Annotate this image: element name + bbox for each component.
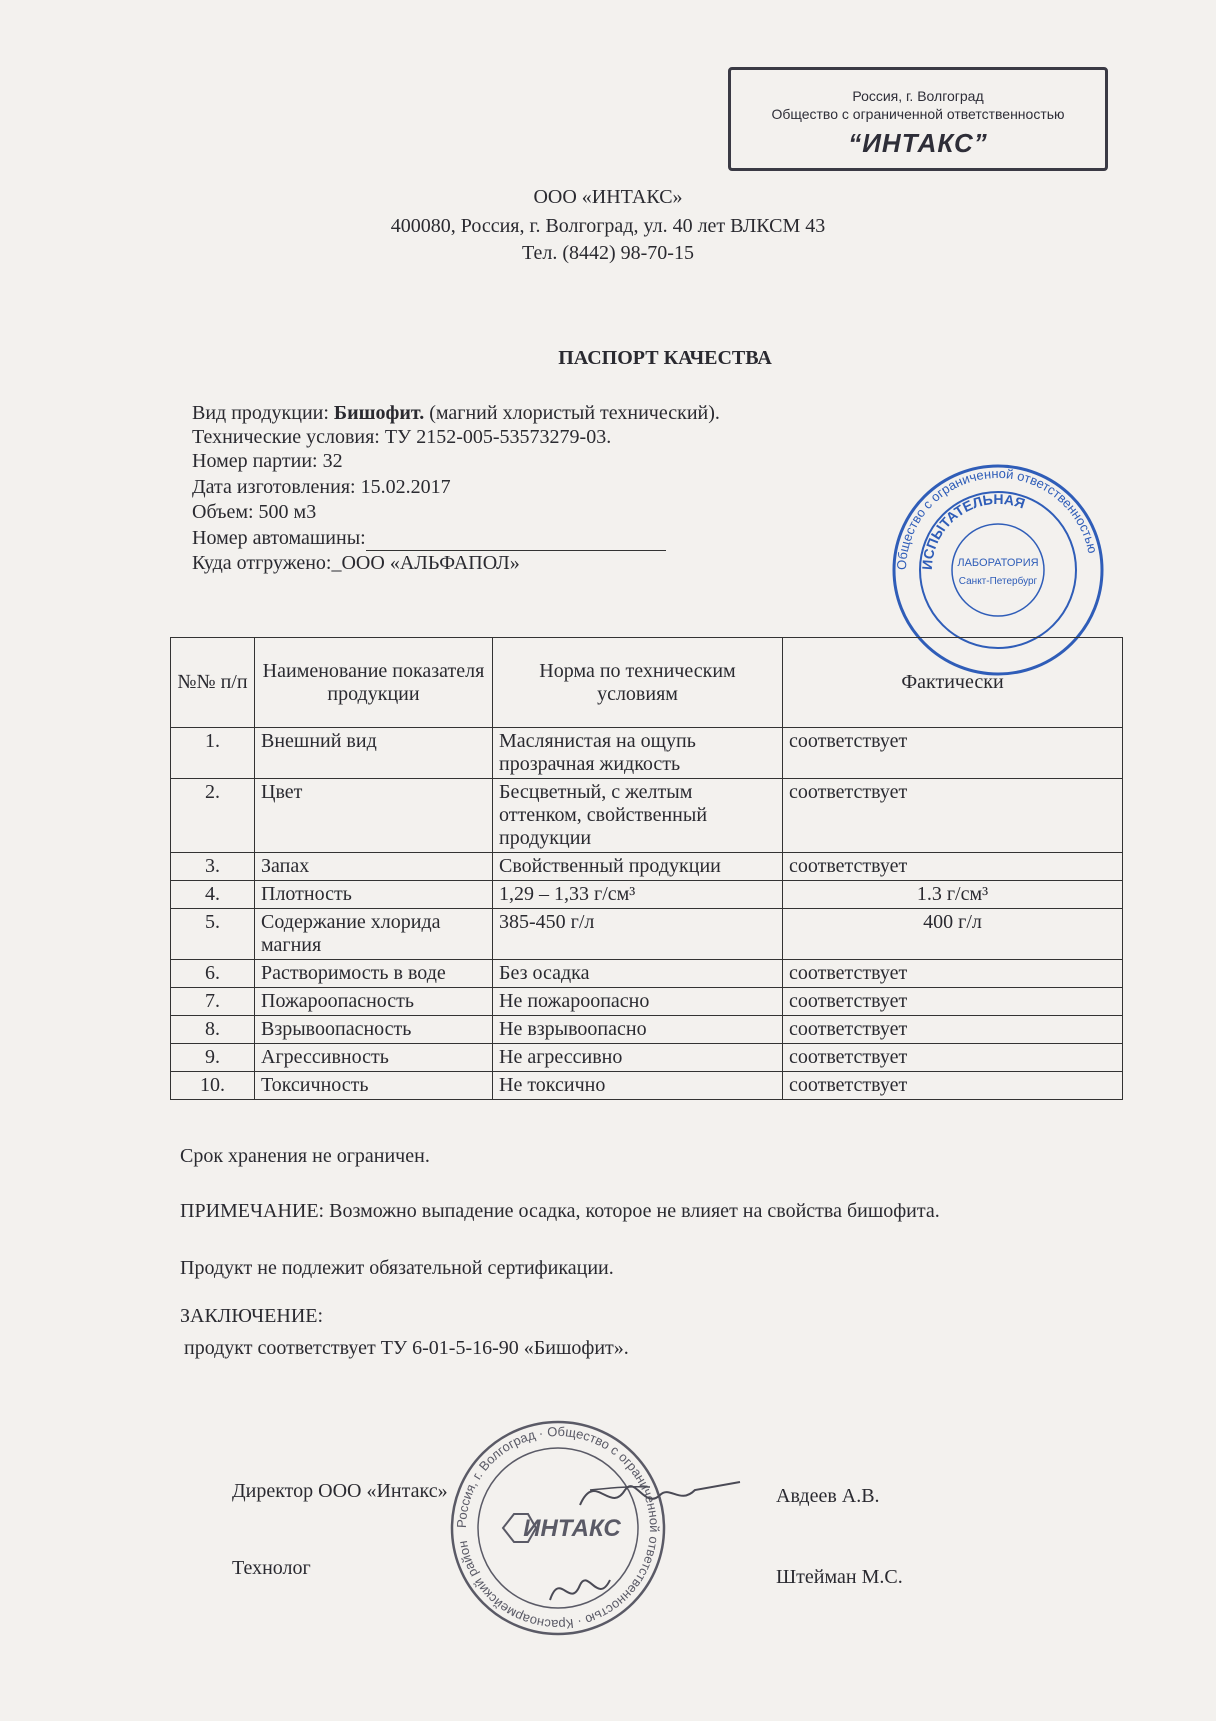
row-name: Пожароопасность: [255, 988, 493, 1016]
org-stamp-center-text: ИНТАКС: [523, 1515, 621, 1542]
row-name: Растворимость в воде: [255, 960, 493, 988]
tech-conditions: Технические условия: ТУ 2152-005-53573279-03.: [192, 426, 612, 448]
director-signature: [570, 1460, 750, 1530]
table-row: [171, 960, 1123, 988]
row-actual: соответствует: [783, 1016, 1123, 1044]
shipped-value: ООО «АЛЬФАПОЛ»: [341, 552, 520, 574]
row-norm: Не взрывоопасно: [493, 1016, 783, 1044]
lab-stamp-lab-word: ЛАБОРАТОРИЯ: [957, 557, 1039, 569]
row-actual: соответствует: [783, 1072, 1123, 1100]
row-actual: 400 г/л: [783, 909, 1123, 960]
corner-stamp-line1: Россия, г. Волгоград: [852, 88, 984, 104]
row-norm: Не пожароопасно: [493, 988, 783, 1016]
row-norm: 385-450 г/л: [493, 909, 783, 960]
conclusion-title: ЗАКЛЮЧЕНИЕ:: [180, 1305, 324, 1327]
document-title: ПАСПОРТ КАЧЕСТВА: [558, 347, 772, 369]
row-name: Содержание хлорида магния: [255, 909, 493, 960]
remark-note: ПРИМЕЧАНИЕ: Возможно выпадение осадка, которое не влияет на свойства бишофита.: [180, 1200, 940, 1222]
vehicle-label: Номер автомашины:: [192, 527, 366, 549]
product-label: Вид продукции:: [192, 402, 334, 424]
corner-stamp-line3: “ИНТАКС”: [848, 128, 988, 158]
row-num: 8.: [171, 1016, 255, 1044]
volume: Объем: 500 м3: [192, 501, 317, 523]
header-name: Наименование показателя продукции: [255, 638, 493, 728]
conclusion-text: продукт соответствует ТУ 6-01-5-16-90 «Бишофит».: [184, 1337, 629, 1359]
lab-stamp-inner-text: ИСПЫТАТЕЛЬНАЯ: [918, 490, 1028, 571]
corner-stamp-line2: Общество с ограниченной ответственностью: [771, 106, 1065, 122]
row-num: 6.: [171, 960, 255, 988]
row-num: 9.: [171, 1044, 255, 1072]
row-name: Агрессивность: [255, 1044, 493, 1072]
shipped-line: [192, 552, 520, 575]
row-actual: соответствует: [783, 1044, 1123, 1072]
table-row: [171, 728, 1123, 779]
technologist-label: Технолог: [232, 1557, 311, 1579]
table-row: [171, 881, 1123, 909]
vehicle-blank: [366, 527, 666, 551]
director-name: Авдеев А.В.: [776, 1485, 880, 1507]
header-norm: Норма по техническим условиям: [493, 638, 783, 728]
row-name: Внешний вид: [255, 728, 493, 779]
lab-stamp-outer-text: Общество с ограниченной ответственностью: [893, 465, 1101, 571]
lab-stamp-city: Санкт-Петербург: [958, 576, 1038, 587]
product-description: (магний хлористый технический).: [424, 402, 720, 424]
row-name: Запах: [255, 853, 493, 881]
lab-stamp-center-ring: [952, 524, 1044, 616]
lab-stamp-inner-ring: [920, 492, 1076, 648]
row-name: Взрывоопасность: [255, 1016, 493, 1044]
table-row: [171, 853, 1123, 881]
table-row: [171, 1072, 1123, 1100]
row-norm: Без осадка: [493, 960, 783, 988]
row-actual: 1.3 г/см³: [783, 881, 1123, 909]
row-num: 7.: [171, 988, 255, 1016]
vehicle-line: [192, 527, 666, 551]
manufacture-date: Дата изготовления: 15.02.2017: [192, 476, 451, 498]
row-norm: Свойственный продукции: [493, 853, 783, 881]
company-address: 400080, Россия, г. Волгоград, ул. 40 лет ВЛКСМ 43: [390, 215, 826, 237]
row-norm: 1,29 – 1,33 г/см³: [493, 881, 783, 909]
row-actual: соответствует: [783, 728, 1123, 779]
row-num: 10.: [171, 1072, 255, 1100]
header-actual: Фактически: [783, 638, 1123, 728]
storage-note: Срок хранения не ограничен.: [180, 1145, 430, 1167]
product-name: Бишофит.: [333, 402, 425, 424]
director-label: Директор ООО «Интакс»: [232, 1480, 448, 1502]
row-name: Цвет: [255, 779, 493, 853]
product-line: [192, 402, 720, 425]
table-row: [171, 988, 1123, 1016]
row-name: Токсичность: [255, 1072, 493, 1100]
company-phone: Тел. (8442) 98-70-15: [522, 242, 694, 264]
row-num: 2.: [171, 779, 255, 853]
row-num: 4.: [171, 881, 255, 909]
row-num: 3.: [171, 853, 255, 881]
table-row: [171, 779, 1123, 853]
row-actual: соответствует: [783, 960, 1123, 988]
table-row: [171, 1016, 1123, 1044]
row-norm: Не токсично: [493, 1072, 783, 1100]
company-name: ООО «ИНТАКС»: [533, 186, 683, 208]
row-num: 1.: [171, 728, 255, 779]
row-actual: соответствует: [783, 779, 1123, 853]
row-actual: соответствует: [783, 853, 1123, 881]
header-num: №№ п/п: [171, 638, 255, 728]
technologist-name: Штейман М.С.: [776, 1566, 903, 1588]
corner-stamp: [728, 67, 1108, 171]
table-row: [171, 1044, 1123, 1072]
shipped-label: Куда отгружено:_: [192, 552, 342, 574]
row-num: 5.: [171, 909, 255, 960]
row-name: Плотность: [255, 881, 493, 909]
row-norm: Маслянистая на ощупь прозрачная жидкость: [493, 728, 783, 779]
quality-table: [170, 637, 1123, 1100]
technologist-signature: [540, 1550, 630, 1620]
row-actual: соответствует: [783, 988, 1123, 1016]
certification-note: Продукт не подлежит обязательной сертификации.: [180, 1257, 614, 1279]
table-row: [171, 909, 1123, 960]
org-stamp-outer-text: Россия, г. Волгоград · Общество с ограниченной ответственностью · Красноармейский район: [453, 1423, 663, 1633]
row-norm: Не агрессивно: [493, 1044, 783, 1072]
batch-number: Номер партии: 32: [192, 450, 343, 472]
table-header-row: [171, 638, 1123, 728]
row-norm: Бесцветный, с желтым оттенком, свойственный продукции: [493, 779, 783, 853]
